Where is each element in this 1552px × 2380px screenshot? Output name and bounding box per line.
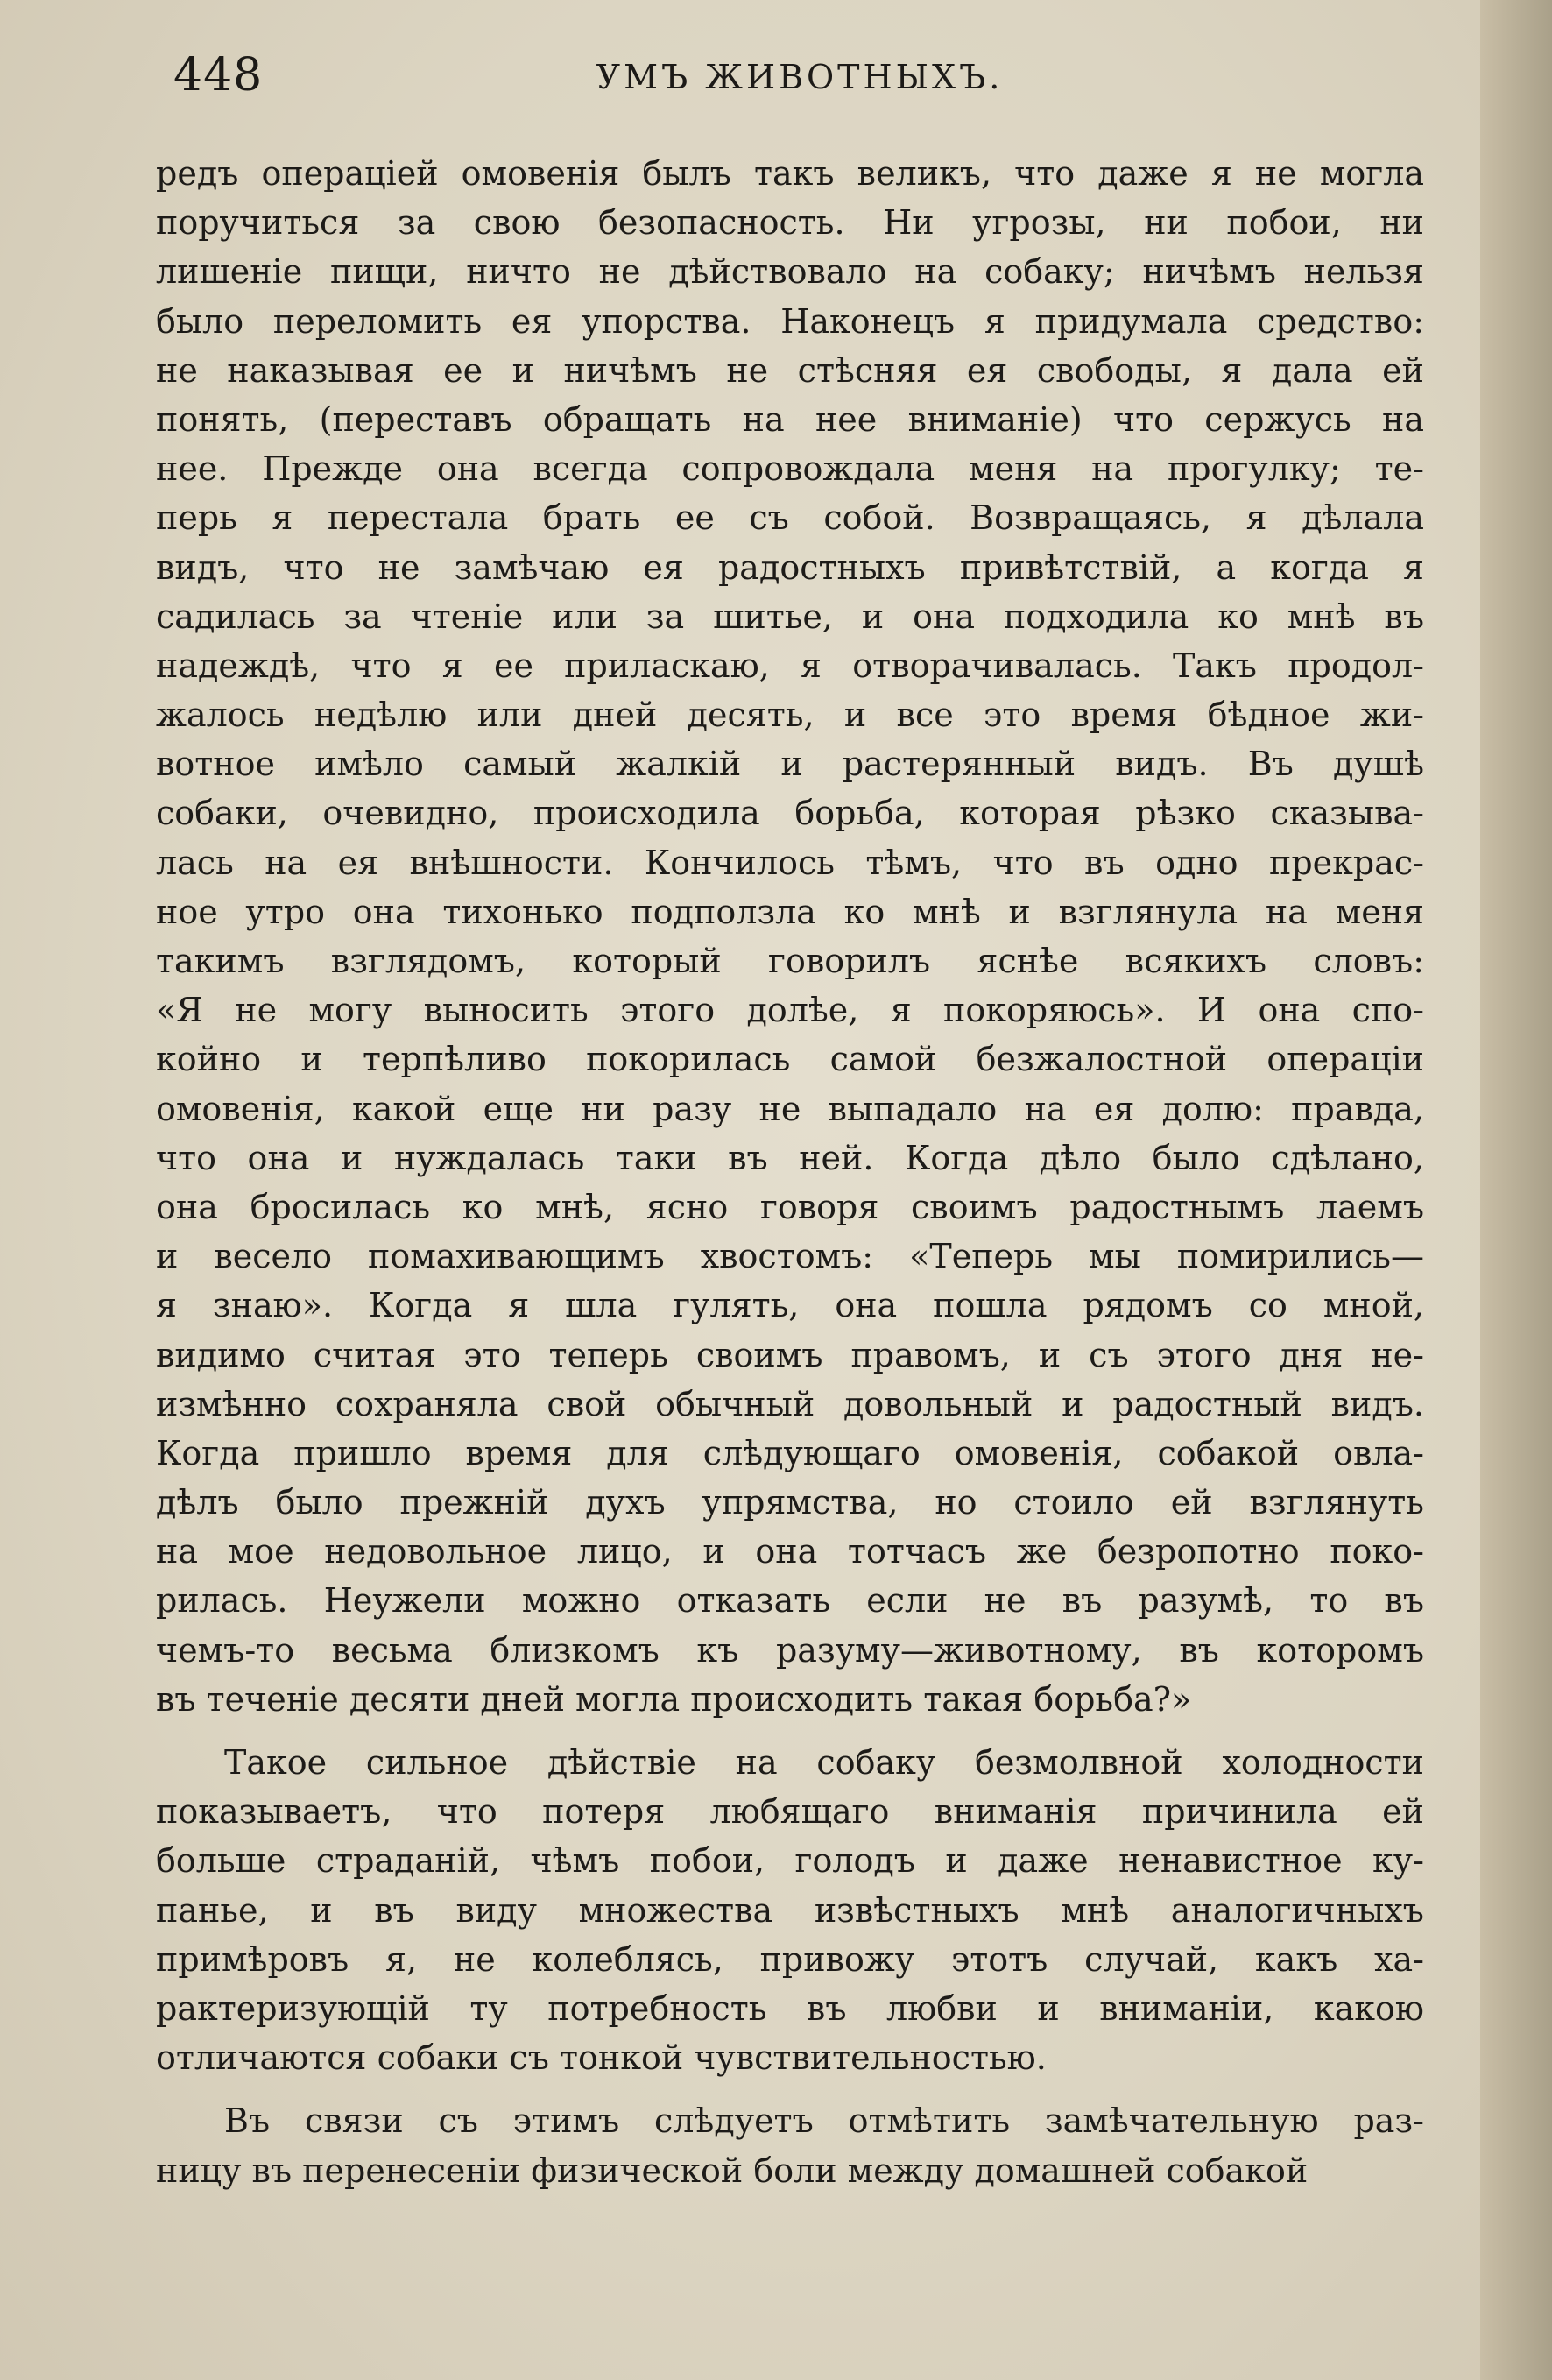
text-line: лась на ея внѣшности. Кончилось тѣмъ, что въ одно прекрас- <box>156 843 1424 882</box>
text-line: рилась. Неужели можно отказать если не въ разумѣ, то въ <box>156 1581 1424 1621</box>
text-line: Въ связи съ этимъ слѣдуетъ отмѣтить замѣчательную раз- <box>224 2101 1424 2141</box>
page-number: 448 <box>173 49 264 102</box>
text-line: панье, и въ виду множества извѣстныхъ мнѣ аналогичныхъ <box>156 1890 1424 1930</box>
paragraph <box>156 149 1424 1724</box>
text-line: и весело помахивающимъ хвостомъ: «Теперь мы помирились— <box>156 1237 1424 1276</box>
text-line: «Я не могу выносить этого долѣе, я покоряюсь». И она спо- <box>156 991 1424 1030</box>
text-line: собаки, очевидно, происходила борьба, которая рѣзко сказыва- <box>156 794 1424 833</box>
text-line: поручиться за свою безопасность. Ни угрозы, ни побои, ни <box>156 203 1424 243</box>
text-line: койно и терпѣливо покорилась самой безжалостной операціи <box>156 1040 1424 1079</box>
text-line: дѣлъ было прежній духъ упрямства, но стоило ей взглянуть <box>156 1483 1424 1522</box>
body-text <box>156 149 1424 2195</box>
text-line: Такое сильное дѣйствіе на собаку безмолвной холодности <box>224 1743 1424 1782</box>
text-line: чемъ-то весьма близкомъ къ разуму—животному, въ которомъ <box>156 1630 1424 1670</box>
text-line: понять, (переставъ обращать на нее вниманіе) что сержусь на <box>156 399 1424 439</box>
text-line: на мое недовольное лицо, и она тотчасъ же безропотно поко- <box>156 1532 1424 1571</box>
text-line: въ теченіе десяти дней могла происходить такая борьба?» <box>156 1679 1192 1719</box>
paragraph-gap <box>156 2082 1424 2096</box>
text-line: не наказывая ее и ничѣмъ не стѣсняя ея свободы, я дала ей <box>156 350 1424 390</box>
text-line: видимо считая это теперь своимъ правомъ, и съ этого дня не- <box>156 1335 1424 1374</box>
text-line: она бросилась ко мнѣ, ясно говоря своимъ радостнымъ лаемъ <box>156 1187 1424 1226</box>
book-gutter-shadow <box>1480 0 1552 2380</box>
text-line: жалось недѣлю или дней десять, и все это время бѣдное жи- <box>156 696 1424 735</box>
paragraph <box>156 2096 1424 2194</box>
text-line: вотное имѣло самый жалкій и растерянный видъ. Въ душѣ <box>156 745 1424 784</box>
text-line: нее. Прежде она всегда сопровождала меня на прогулку; те- <box>156 449 1424 489</box>
text-line: перь я перестала брать ее съ собой. Возвращаясь, я дѣлала <box>156 498 1424 538</box>
text-line: показываетъ, что потеря любящаго вниманія причинила ей <box>156 1792 1424 1832</box>
text-line: ницу въ перенесеніи физической боли между домашней собакой <box>156 2150 1309 2190</box>
text-line: Когда пришло время для слѣдующаго омовенія, собакой овла- <box>156 1433 1424 1472</box>
paragraph <box>156 1738 1424 2082</box>
text-line: измѣнно сохраняла свой обычный довольный и радостный видъ. <box>156 1384 1424 1423</box>
text-line: что она и нуждалась таки въ ней. Когда дѣло было сдѣлано, <box>156 1138 1424 1177</box>
text-line: такимъ взглядомъ, который говорилъ яснѣе всякихъ словъ: <box>156 942 1424 980</box>
text-line: примѣровъ я, не колеблясь, привожу этотъ случай, какъ ха- <box>156 1939 1424 1979</box>
text-line: было переломить ея упорства. Наконецъ я придумала средство: <box>156 301 1424 341</box>
text-line: видъ, что не замѣчаю ея радостныхъ привѣтствій, а когда я <box>156 547 1424 587</box>
text-line: лишеніе пищи, ничто не дѣйствовало на собаку; ничѣмъ нельзя <box>156 252 1424 292</box>
text-line: садилась за чтеніе или за шитье, и она подходила ко мнѣ въ <box>156 597 1424 636</box>
page-header <box>173 49 1426 102</box>
text-line: я знаю». Когда я шла гулять, она пошла рядомъ со мной, <box>156 1286 1424 1325</box>
text-line: отличаются собаки съ тонкой чувствительностью. <box>156 2038 1047 2078</box>
running-title: УМЪ ЖИВОТНЫХЪ. <box>596 58 1004 96</box>
paragraph-gap <box>156 1724 1424 1738</box>
text-line: омовенія, какой еще ни разу не выпадало на ея долю: правда, <box>156 1089 1424 1128</box>
text-line: ное утро она тихонько подползла ко мнѣ и взглянула на меня <box>156 892 1424 931</box>
text-line: рактеризующій ту потребность въ любви и вниманіи, какою <box>156 1988 1424 2028</box>
text-line: надеждѣ, что я ее приласкаю, я отворачивалась. Такъ продол- <box>156 646 1424 685</box>
text-line: больше страданій, чѣмъ побои, голодъ и даже ненавистное ку- <box>156 1841 1424 1881</box>
text-line: редъ операціей омовенія былъ такъ великъ, что даже я не могла <box>156 154 1424 193</box>
